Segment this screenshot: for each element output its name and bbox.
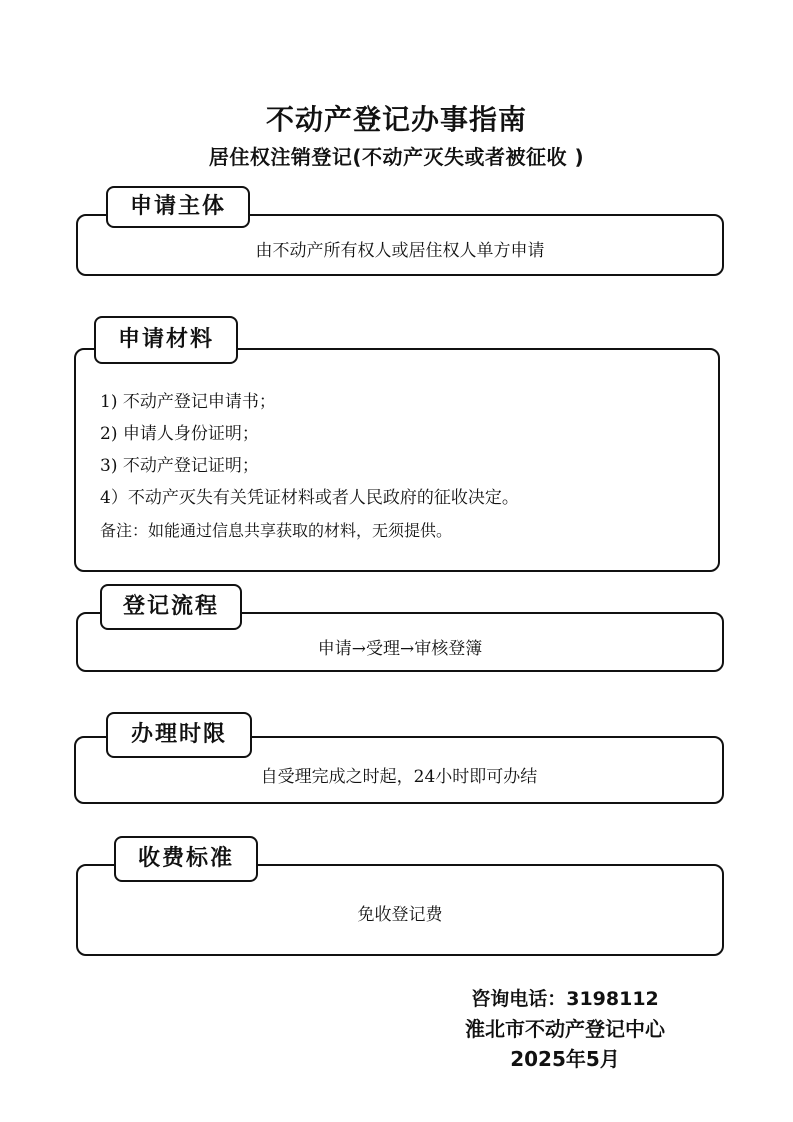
list-item: 1) 不动产登记申请书； [100,392,276,412]
materials-note: 备注：如能通过信息共享获取的材料，无须提供。 [100,521,453,540]
contact-phone: 咨询电话：3198112 [471,988,659,1010]
list-item: 2) 申请人身份证明； [100,424,259,444]
time-limit-label: 办理时限 [106,712,252,758]
time-limit-text: 自受理完成之时起，24小时即可办结 [260,767,538,787]
list-item: 4）不动产灭失有关凭证材料或者人民政府的征收决定。 [100,488,519,508]
list-item: 3) 不动产登记证明； [100,456,259,476]
applicant-label: 申请主体 [106,186,250,228]
process-text: 申请→受理→审核登簿 [317,639,483,659]
fee-text: 免收登记费 [357,905,443,925]
materials-box [74,348,720,572]
page-title: 不动产登记办事指南 [265,103,527,136]
fee-label: 收费标准 [114,836,258,882]
page-subtitle: 居住权注销登记(不动产灭失或者被征收 ) [208,145,585,169]
organization-name: 淮北市不动产登记中心 [465,1017,665,1041]
process-label: 登记流程 [100,584,242,630]
applicant-text: 由不动产所有权人或居住权人单方申请 [255,241,545,261]
publish-date: 2025年5月 [510,1047,620,1071]
materials-list [100,386,519,514]
materials-label: 申请材料 [94,316,238,364]
